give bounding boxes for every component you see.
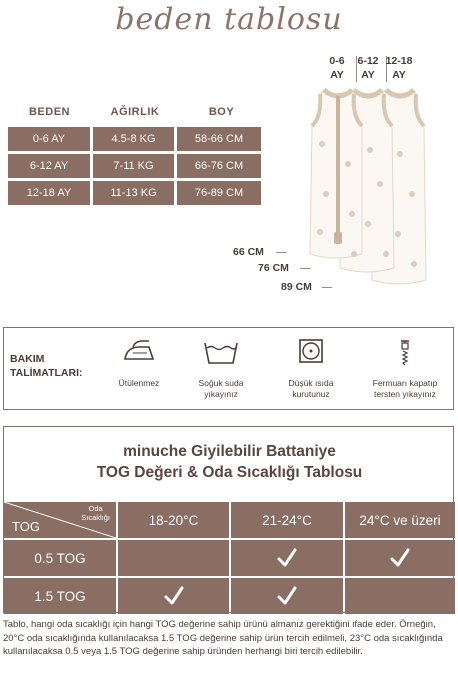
length-cell: 66-76 CM bbox=[177, 154, 261, 178]
check-icon bbox=[276, 585, 298, 607]
measure-tick bbox=[300, 268, 310, 269]
tog-row-label: 0.5 TOG bbox=[4, 540, 116, 576]
age-label-6-12: 6-12 AY bbox=[357, 55, 379, 81]
header-boy: BOY bbox=[208, 106, 235, 118]
tog-table-box bbox=[3, 426, 454, 613]
care-item-zipper: Fermuarı kapatıp tersten yıkayınız bbox=[360, 334, 450, 400]
header-agirlik: AĞIRLIK bbox=[110, 106, 160, 118]
tog-cell bbox=[345, 578, 455, 614]
tog-corner-cell bbox=[4, 502, 116, 538]
tog-cell bbox=[118, 540, 229, 576]
age-label-12-18: 12-18 AY bbox=[385, 55, 413, 81]
size-table bbox=[8, 106, 264, 205]
tog-row-label: 1.5 TOG bbox=[4, 578, 116, 614]
check-icon bbox=[163, 585, 185, 607]
measure-tick bbox=[322, 287, 332, 288]
tog-cell bbox=[231, 578, 343, 614]
length-label-89: 89 CM bbox=[281, 281, 312, 293]
length-cell: 76-89 CM bbox=[177, 181, 261, 205]
temp-column-18-20: 18-20°C bbox=[118, 502, 229, 538]
table-row bbox=[8, 154, 264, 178]
length-label-66: 66 CM bbox=[233, 246, 264, 258]
table-row bbox=[8, 127, 264, 151]
tog-axis-label: TOG bbox=[12, 519, 40, 534]
table-row bbox=[8, 181, 264, 205]
sleep-sack-illustration bbox=[290, 54, 458, 294]
check-icon bbox=[389, 547, 411, 569]
size-cell: 6-12 AY bbox=[8, 154, 90, 178]
header-beden: BEDEN bbox=[28, 106, 70, 118]
tog-cell bbox=[231, 540, 343, 576]
weight-cell: 4.5-8 KG bbox=[93, 127, 174, 151]
length-cell: 58-66 CM bbox=[177, 127, 261, 151]
care-item-wash: Soğuk suda yıkayınız bbox=[176, 334, 266, 400]
tog-row-0-5 bbox=[4, 540, 455, 576]
room-temp-label: Oda Sıcaklığı bbox=[81, 504, 110, 522]
size-cell: 0-6 AY bbox=[8, 127, 90, 151]
temp-column-24-plus: 24°C ve üzeri bbox=[345, 502, 455, 538]
measure-tick bbox=[276, 252, 286, 253]
care-label: BAKIM TALİMATLARI: bbox=[10, 353, 83, 379]
tog-row-1-5 bbox=[4, 578, 455, 614]
care-item-dry: Düşük ısıda kurutunuz bbox=[266, 334, 356, 400]
age-label-0-6: 0-6 AY bbox=[329, 55, 345, 81]
care-item-no-iron: Ütülenmez bbox=[94, 334, 184, 389]
check-icon bbox=[276, 547, 298, 569]
tumble-dry-low-icon bbox=[291, 337, 331, 367]
tog-cell bbox=[345, 540, 455, 576]
tog-table bbox=[4, 502, 455, 616]
length-label-76: 76 CM bbox=[258, 262, 289, 274]
iron-icon bbox=[119, 337, 159, 367]
tog-cell bbox=[118, 578, 229, 614]
weight-cell: 11-13 KG bbox=[93, 181, 174, 205]
sleep-sack-drawing bbox=[290, 54, 458, 294]
weight-cell: 7-11 KG bbox=[93, 154, 174, 178]
tog-header-row bbox=[4, 502, 455, 538]
care-instructions bbox=[3, 327, 454, 410]
footer-note: Tablo, hangi oda sıcaklığı için hangi TOG değerine sahip ürünü almanız gerektiğini ifade eder. Örneğin, 20°C oda sıcaklığında kullanılacaksa 1.5 TOG değerine sahip ürün tercih edilmeli, 23°C oda sıcaklığında kullanılacaksa 0.5 veya 1.5 TOG değerine sahip üründen herhangi biri tercih edilebilir. bbox=[3, 619, 443, 657]
wash-30-icon bbox=[201, 337, 241, 367]
zipper-icon bbox=[385, 337, 425, 367]
temp-column-21-24: 21-24°C bbox=[231, 502, 343, 538]
tog-title: minuche Giyilebilir Battaniye TOG Değeri & Oda Sıcaklığı Tablosu bbox=[96, 443, 363, 481]
page-title: beden tablosu bbox=[115, 2, 343, 37]
size-cell: 12-18 AY bbox=[8, 181, 90, 205]
size-table-header bbox=[8, 106, 264, 124]
